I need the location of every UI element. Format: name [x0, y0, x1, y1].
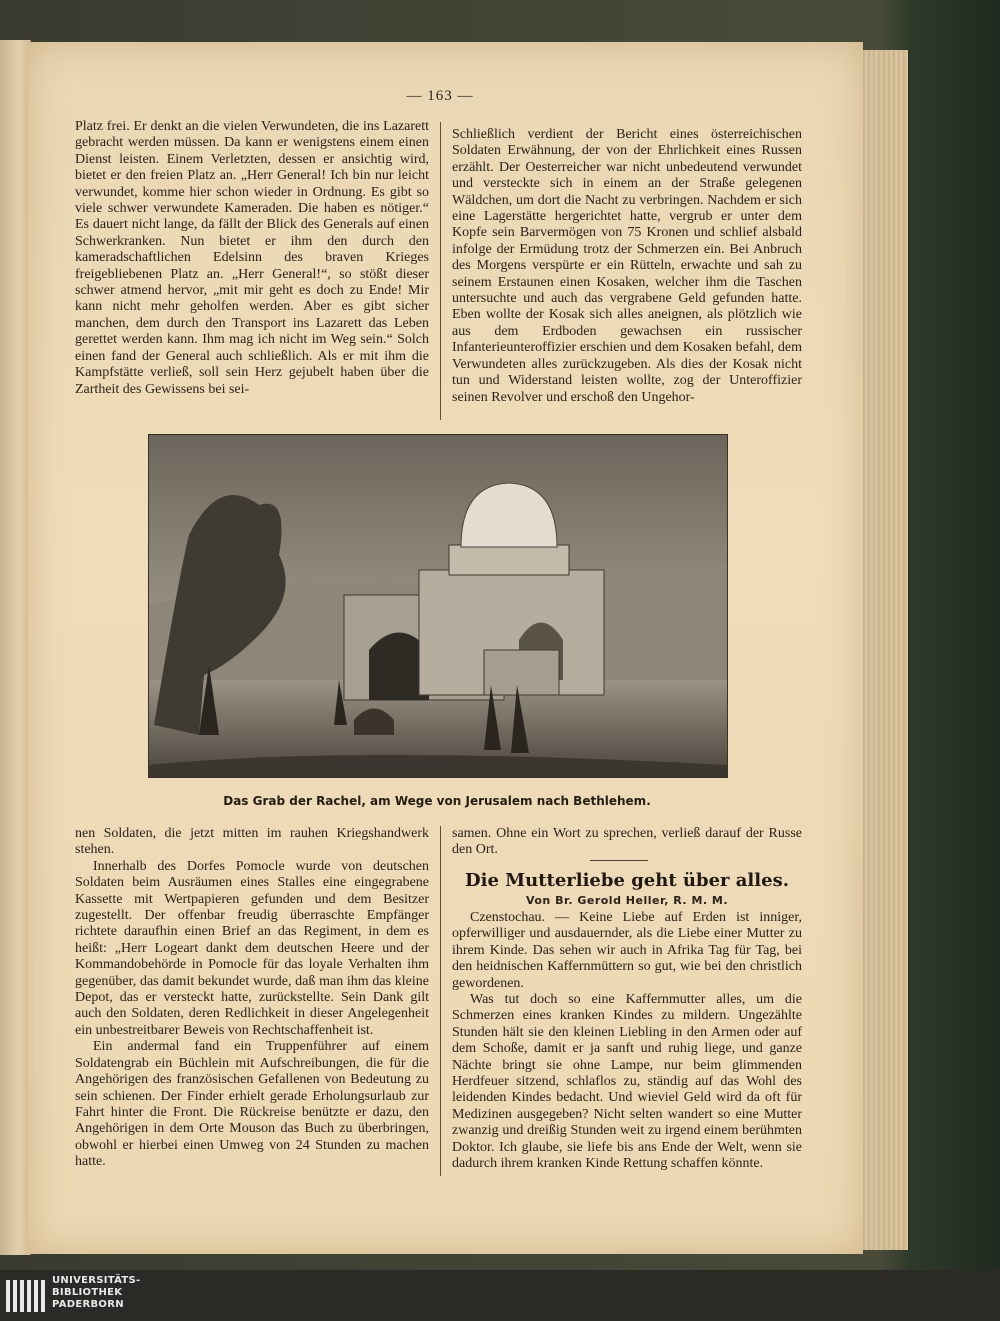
logo-line: UNIVERSITÄTS-: [52, 1275, 141, 1286]
library-logo-icon: [4, 1274, 48, 1316]
library-footer: [0, 1270, 1000, 1321]
paragraph: Ein andermal fand ein Truppenführer auf einem Soldatengrab ein Büchlein mit Aufschreibungen, die für die Angehörigen des französischen Gefallenen von Bedeutung zu sein schienen. Der Finder erhielt gerade Erholungsurlaub zur Fahrt hinter die Front. Die Rückreise benützte er dazu, den Angehörigen in dem Orte Mouson das Buch zu überbringen, obwohl er hierbei einen Umweg von 24 Stunden zu machen hatte.: [75, 1039, 429, 1170]
column-bottom-right: [452, 826, 802, 859]
column-divider: [440, 826, 441, 1176]
paragraph: samen. Ohne ein Wort zu sprechen, verließ darauf der Russe den Ort.: [452, 826, 802, 858]
figure-caption: Das Grab der Rachel, am Wege von Jerusalem nach Bethlehem.: [223, 794, 651, 808]
paragraph: Was tut doch so eine Kaffernmutter alles, um die Schmerzen eines kranken Kindes zu mildern. Ungezählte Stunden hält sie den kleinen Liebling in den Armen oder auf dem Schoße, damit er ja sanft und ruhig liege, und ganze Nächte bringt sie ohne Lampe, nur beim glimmenden Herdfeuer sitzend, schlaflos zu, ständig auf das Wohl des leidenden Kindes bedacht. Und wieviel Geld wird da oft für Medizinen ausgegeben? Nicht selten wandert so eine Mutter zwanzig und dreißig Stunden weit zu irgend einem berühmten Doktor. Ich glaube, sie liefe bis ans Ende der Welt, wenn sie dadurch ihrem kranken Kinde Rettung schaffen könnte.: [452, 992, 802, 1172]
article-body: [452, 910, 802, 1173]
column-divider: [440, 122, 441, 420]
article-separator: [590, 860, 648, 861]
page-stack-edge: [860, 50, 910, 1250]
logo-line: BIBLIOTHEK: [52, 1287, 123, 1298]
paragraph: Innerhalb des Dorfes Pomocle wurde von deutschen Soldaten beim Ausräumen eines Stalles eine eingegrabene Kassette mit Wertpapieren gefunden und dem Besitzer zugestellt. Der offenbar freudig überraschte Empfänger richtete daraufhin einen Brief an das Regiment, in dem es heißt: „Herr Logeart dankt dem deutschen Heere und der Kommandobehörde in Pomocle für das loyale Verhalten ihm gegenüber, das damit bekundet wurde, daß man ihm das kleine Depot, das er versteckt hatte, zurückstellte. Sein Dank gilt auch den Soldaten, deren Redlichkeit in dieser Angelegenheit ein unbestreitbarer Beweis von Rechtschaffenheit ist.: [75, 858, 429, 1038]
paragraph: Schließlich verdient der Bericht eines österreichischen Soldaten Erwähnung, der von der Ehrlichkeit eines Russen erzählt. Der Oesterreicher war nicht unbedeutend verwundet und versteckte sich in einem an der Straße gelegenen Wäldchen, um dort die Nacht zu verbringen. Nachdem er sich eine Lagerstätte hergerichtet hatte, vergrub er unter dem Kopfe sein Barvermögen von 75 Kronen und schlief alsbald infolge der Ermüdung trotz der Schmerzen ein. Bei Anbruch des Morgens verspürte er ein Rütteln, erwachte und sah zu seinem Erstaunen einen Kosaken, welcher ihm die Taschen untersuchte und auch das vergrabene Geld gefunden hatte. Eben wollte der Kosak sich alles aneignen, als plötzlich wie aus dem Erdboden gewachsen ein russischer Infanterieunteroffizier erschien und dem Kosaken befahl, dem Verwundeten alles zurückzugeben. Als dies der Kosak nicht tun und Widerstand leisten wollte, zog der Unteroffizier seinen Revolver und erschoß den Ungehor-: [452, 127, 802, 405]
paragraph: Platz frei. Er denkt an die vielen Verwundeten, die ins Lazarett gebracht werden müssen. Da kann er wenigstens einem einen Dienst leisten. Einem Verletzten, dessen er ansichtig wird, bietet er den freien Platz an. „Herr General! Ich bin nur leicht verwundet, komme hier schon wieder in Ordnung. Es gibt so viele schwer verwundete Kameraden. Die haben es nötiger.“ Es dauert nicht lange, da fällt der Blick des Generals auf einen Schwerkranken. Nun bietet er ihm den durch den kameradschaftlichen Edelsinn des braven Krieges freigebliebenen Platz an. „Herr General!“, so stößt dieser schwer atmend hervor, „mit mir geht es doch zu Ende! Mir kann nicht mehr geholfen werden. Aber es gibt sicher manchen, dem durch den Transport ins Lazarett das Leben gerettet werden kann. Ihm mag ich nicht im Weg sein.“ Solch einen fand der General auch schließlich. Als er mit ihm die Kampfstätte verließ, soll sein Herz gejubelt haben über die Zartheit des Gewissens bei sei-: [75, 119, 429, 397]
engraving-illustration: [148, 434, 728, 778]
article-byline: Von Br. Gerold Heller, R. M. M.: [525, 894, 729, 907]
facing-page-edge: [0, 40, 31, 1255]
page-number: — 163 —: [406, 88, 474, 104]
logo-line: PADERBORN: [52, 1299, 124, 1310]
paragraph: nen Soldaten, die jetzt mitten im rauhen Kriegshandwerk stehen.: [75, 826, 429, 858]
column-bottom-left: [75, 826, 429, 1171]
paragraph: Czenstochau. — Keine Liebe auf Erden ist inniger, opferwilliger und ausdauernder, als die Liebe einer Mutter zu ihrem Kinde. Das sehen wir auch in Afrika Tag für Tag, bei den heidnischen Kaffernmüttern so gut, wie bei den christlich gewordenen.: [452, 910, 802, 991]
column-top-right: [452, 127, 802, 406]
column-top-left: [75, 119, 429, 398]
article-title: Die Mutterliebe geht über alles.: [465, 870, 789, 891]
library-logo-text: [52, 1275, 141, 1311]
